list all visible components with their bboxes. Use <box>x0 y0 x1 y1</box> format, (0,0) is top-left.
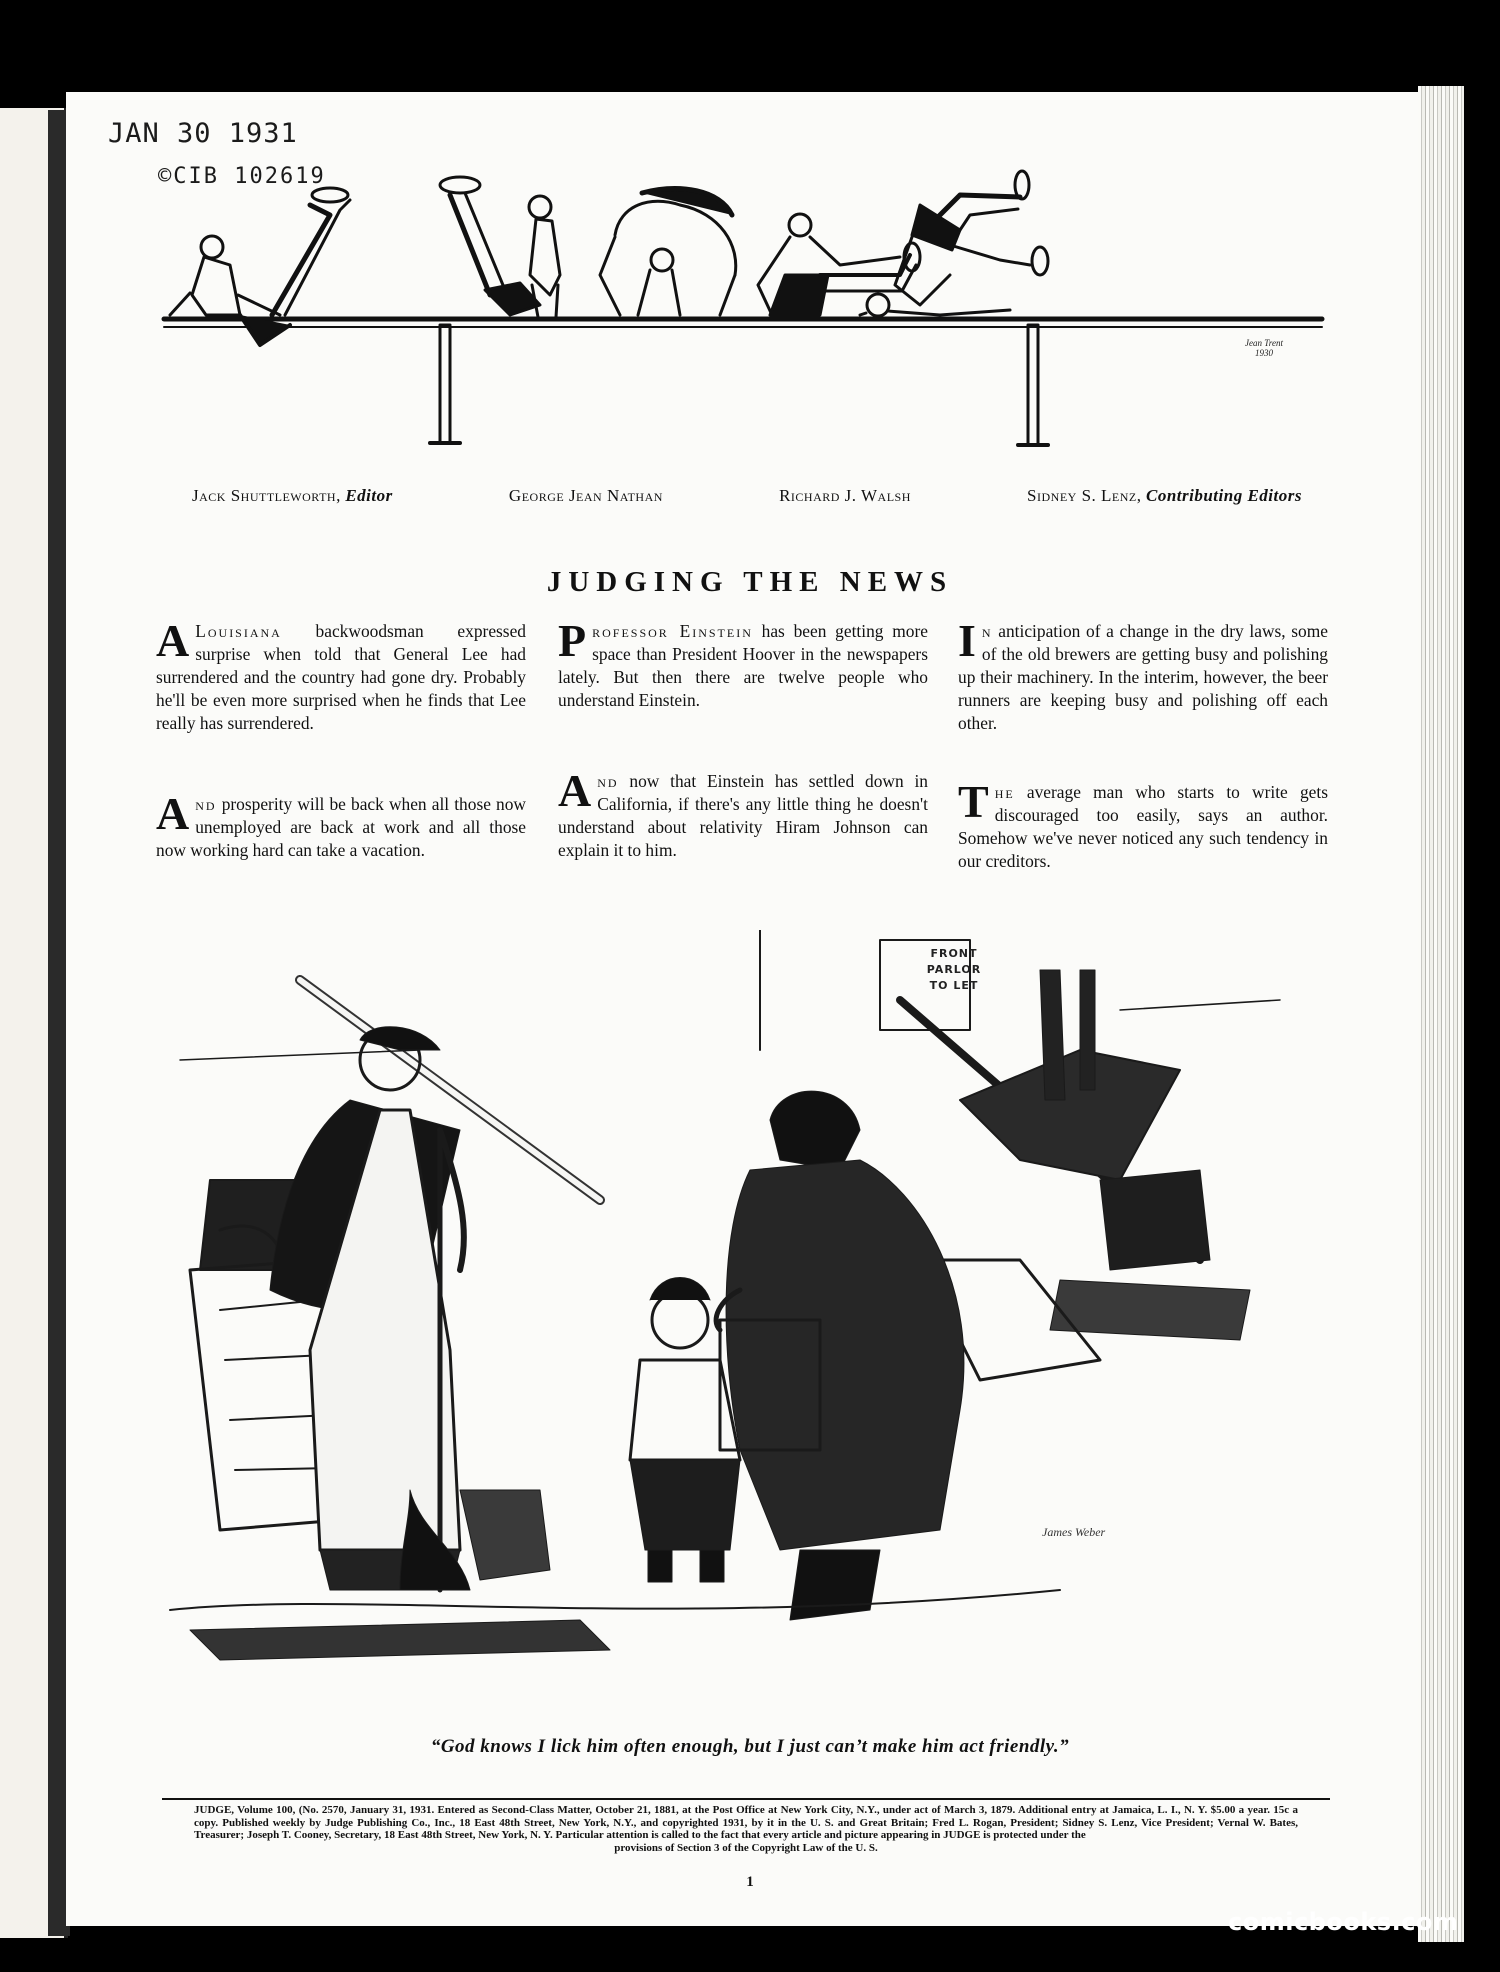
editor-credit-4 <box>1027 486 1302 506</box>
publication-notice-body: JUDGE, Volume 100, (No. 2570, January 31, 1931. Entered as Second-Class Matter, October 21, 1881, at the Post Office at New York City, N.Y., under act of March 3, 1879. Additional entry at Jamaica, L. I., N. Y. $5.00 a year. 15c a copy. Published weekly by Judge Publishing Co., Inc., 18 East 48th Street, New York, N.Y., and copyrighted 1931, by it in the U. S. and Great Britain; Fred L. Rogan, President; Sidney S. Lenz, Vice President; Vernal W. Bates, Treasurer; Joseph T. Cooney, Secretary, 18 East 48th Street, New York, N. Y. Particular attention is called to the fact that every article and picture appearing in JUDGE is protected under the <box>194 1804 1298 1841</box>
paragraph-lead: he <box>994 782 1015 802</box>
paragraph-text: now that Einstein has settled down in California, if there's any little thing he doesn't understand about relativity Hiram Johnson can explain it to him. <box>558 771 928 860</box>
news-column-3 <box>958 615 1328 873</box>
front-parlor-sign: FRONT PARLOR TO LET <box>926 947 982 992</box>
publication-notice-last-line: provisions of Section 3 of the Copyright Law of the U. S. <box>614 1841 878 1854</box>
news-paragraph <box>156 788 526 862</box>
drop-cap: A <box>156 788 190 839</box>
paragraph-text: has been getting more space than President Hoover in the newspapers lately. But then there are twelve people who understand Einstein. <box>558 621 928 710</box>
editor-credit-1 <box>192 486 393 506</box>
paragraph-text: prosperity will be back when all those now unemployed are back at work and all those now working hard can take a vacation. <box>156 794 526 860</box>
fine-print-rule <box>162 1798 1330 1800</box>
drop-cap: I <box>958 615 976 666</box>
cartoon-illustration <box>160 930 1340 1710</box>
news-paragraph <box>558 765 928 862</box>
news-paragraph <box>558 615 928 712</box>
news-paragraph <box>958 776 1328 873</box>
editor-credit-2 <box>509 486 663 506</box>
paragraph-lead: Louisiana <box>195 621 282 641</box>
received-date-stamp: JAN 30 1931 <box>108 118 298 149</box>
masthead-logo-gymnasts <box>160 165 1330 475</box>
section-title: JUDGING THE NEWS <box>546 566 954 598</box>
site-watermark: comicbooks.com <box>1228 1908 1459 1936</box>
street-scene-drawing <box>160 930 1340 1710</box>
drop-cap: A <box>156 615 190 666</box>
editor-role: Editor <box>345 486 393 505</box>
news-paragraph <box>156 615 526 735</box>
paragraph-lead: nd <box>195 794 217 814</box>
cartoon-caption: “God knows I lick him often enough, but I just can’t make him act friendly.” <box>430 1736 1070 1757</box>
gymnasts-illustration <box>160 165 1330 475</box>
cartoon-artist-signature: James Weber <box>1042 1525 1106 1539</box>
stacked-page-edges <box>1418 86 1464 1942</box>
news-column-1 <box>156 615 526 862</box>
editor-role: Contributing Editors <box>1146 486 1302 505</box>
news-column-2 <box>558 615 928 862</box>
paragraph-text: average man who starts to write gets discouraged too easily, says an author. Somehow we've never noticed any such tendency in our creditors. <box>958 782 1328 871</box>
editor-credit-3 <box>779 486 911 506</box>
publication-notice <box>194 1804 1298 1854</box>
drop-cap: A <box>558 765 592 816</box>
editors-line <box>192 486 1302 506</box>
paragraph-lead: nd <box>597 771 619 791</box>
paragraph-text: anticipation of a change in the dry laws, some of the old brewers are getting busy and polishing up their machinery. In the interim, however, the beer runners are keeping busy and polishing off each other. <box>958 621 1328 733</box>
news-paragraph <box>958 615 1328 735</box>
editor-name: Jack Shuttleworth, <box>192 486 341 505</box>
page-number: 1 <box>746 1874 754 1890</box>
paragraph-lead: n <box>981 621 993 641</box>
paragraph-text: backwoodsman expressed surprise when told that General Lee had surrendered and the country had gone dry. Probably he'll be even more surprised when he finds that Lee really has surrendered. <box>156 621 526 733</box>
drop-cap: T <box>958 776 989 827</box>
drop-cap: P <box>558 615 587 666</box>
masthead-artist-signature: Jean Trent 1930 <box>1245 338 1283 358</box>
paragraph-lead: rofessor Einstein <box>592 621 753 641</box>
editor-name: Richard J. Walsh <box>779 486 911 505</box>
editor-name: Sidney S. Lenz, <box>1027 486 1142 505</box>
copyright-registration-stamp: ©CIB 102619 <box>158 164 326 189</box>
editor-name: George Jean Nathan <box>508 486 663 505</box>
